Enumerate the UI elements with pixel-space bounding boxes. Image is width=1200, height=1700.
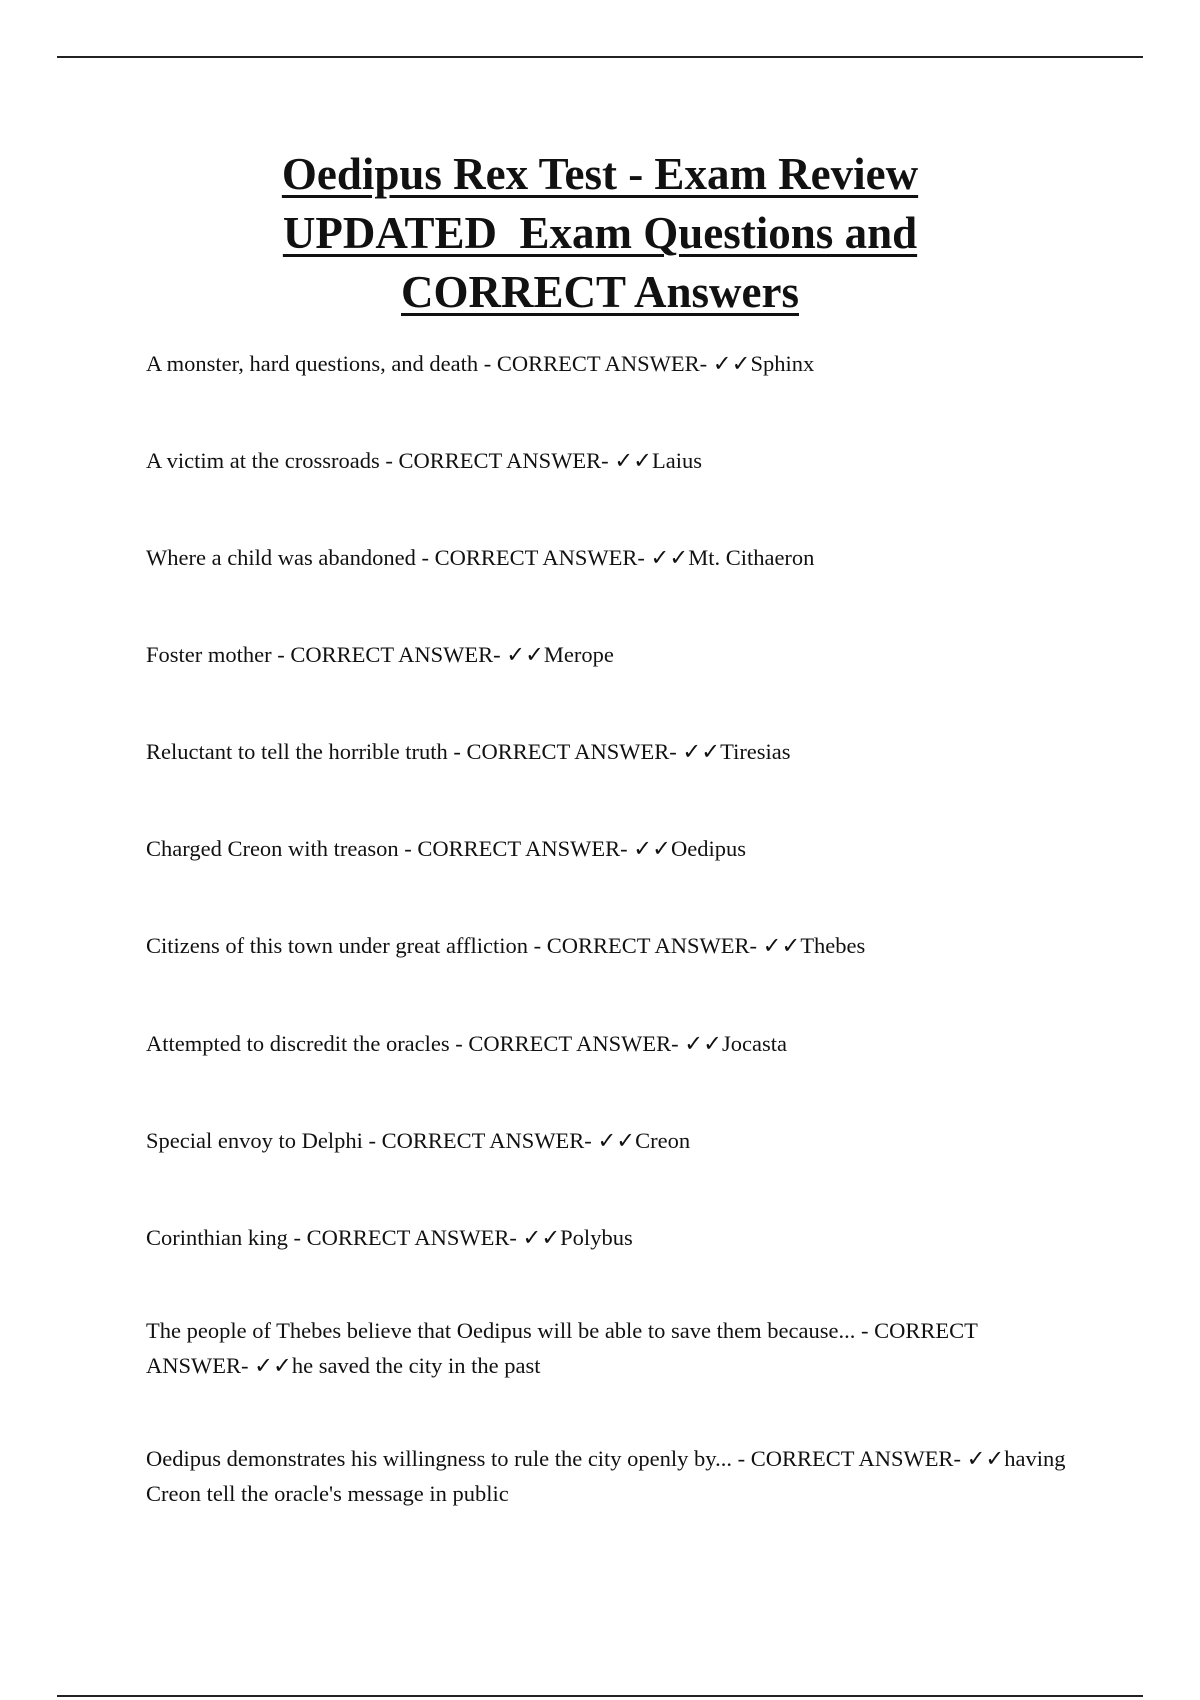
question-text: Charged Creon with treason - CORRECT ANSWER- [146,836,634,861]
answer-text: ✓✓Oedipus [633,836,746,861]
qa-item-2 [146,443,1066,478]
answer-text: ✓✓Mt. Cithaeron [650,545,815,570]
bottom-divider [57,1695,1143,1697]
answer-text: ✓✓Creon [597,1128,691,1153]
question-text: A victim at the crossroads - CORRECT ANSWER- [146,448,615,473]
qa-item-7 [146,928,1066,963]
answer-text: ✓✓Thebes [762,933,866,958]
question-text: Attempted to discredit the oracles - CORRECT ANSWER- [146,1031,685,1056]
answer-text: ✓✓Polybus [522,1225,633,1250]
qa-item-12 [146,1441,1066,1511]
qa-item-4 [146,637,1066,672]
top-divider [57,56,1143,58]
question-text: Citizens of this town under great affliction - CORRECT ANSWER- [146,933,763,958]
qa-item-6 [146,831,1066,866]
question-text: A monster, hard questions, and death - CORRECT ANSWER- [146,351,713,376]
answer-text: ✓✓Merope [506,642,614,667]
answer-text: ✓✓he saved the city in the past [254,1353,541,1378]
question-text: Where a child was abandoned - CORRECT ANSWER- [146,545,651,570]
question-text: Special envoy to Delphi - CORRECT ANSWER- [146,1128,598,1153]
qa-item-9 [146,1123,1066,1158]
question-text: Oedipus demonstrates his willingness to rule the city openly by... - CORRECT ANSWER- [146,1446,967,1471]
question-text: Reluctant to tell the horrible truth - CORRECT ANSWER- [146,739,683,764]
title-line-3: CORRECT Answers [401,267,799,317]
answer-text: ✓✓Jocasta [684,1031,787,1056]
question-text: Corinthian king - CORRECT ANSWER- [146,1225,523,1250]
answer-text: ✓✓having Creon tell the oracle's message in public [146,1446,1066,1506]
title-line-1: Oedipus Rex Test - Exam Review [281,149,919,199]
question-text: Foster mother - CORRECT ANSWER- [146,642,507,667]
title-line-2: UPDATED Exam Questions and [282,208,918,258]
answer-text: ✓✓Tiresias [682,739,791,764]
question-text: The people of Thebes believe that Oedipus will be able to save them because... - CORRECT ANSWER- [146,1318,978,1378]
qa-item-10 [146,1220,1066,1255]
qa-item-11 [146,1313,1066,1383]
document-title [150,145,1050,322]
qa-item-8 [146,1026,1066,1061]
qa-item-1 [146,346,1066,381]
qa-item-5 [146,734,1066,769]
qa-item-3 [146,540,1066,575]
answer-text: ✓✓Laius [614,448,703,473]
answer-text: ✓✓Sphinx [712,351,815,376]
